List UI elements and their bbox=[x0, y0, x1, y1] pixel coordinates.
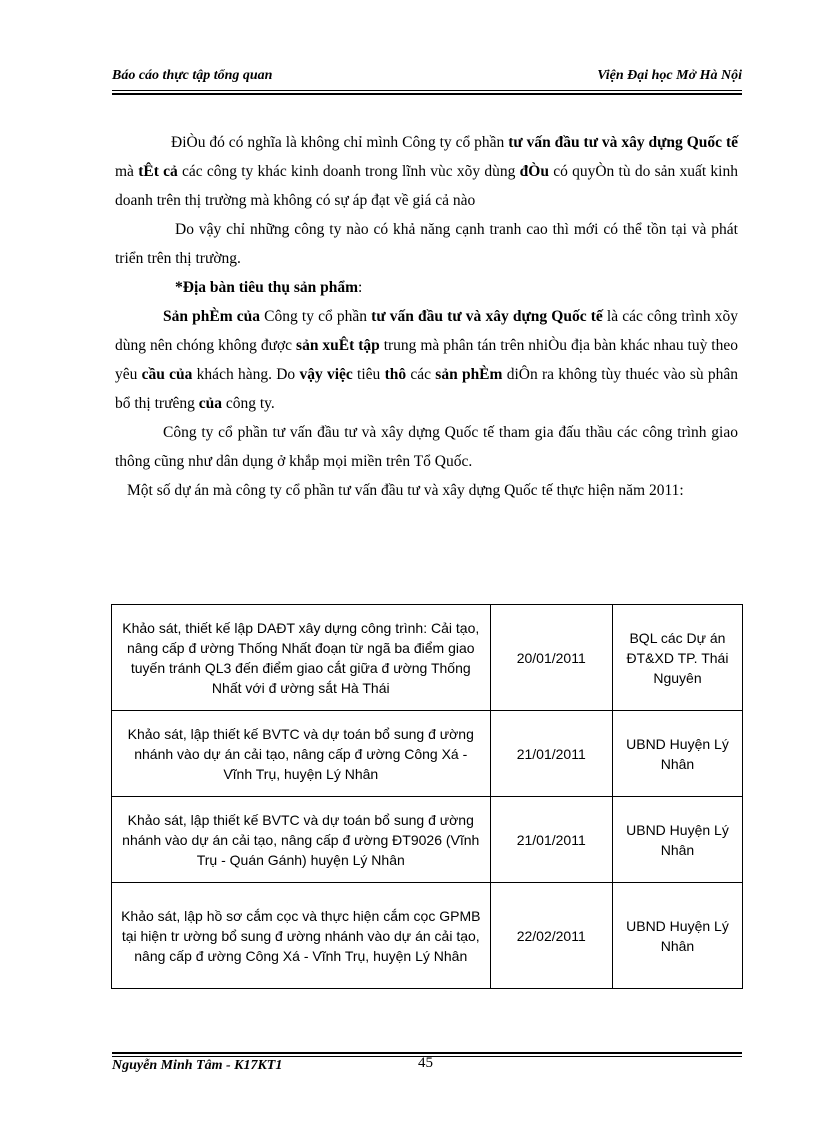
header-rule-thick bbox=[112, 93, 742, 95]
table-row bbox=[112, 711, 743, 797]
table-row bbox=[112, 605, 743, 711]
paragraph-bidding: Công ty cổ phần tư vấn đầu tư và xây dựng Quốc tế tham gia đấu thầu các công trình giao thông cũng như dân dụng ở khắp mọi miền trên Tổ Quốc. bbox=[115, 424, 738, 470]
project-date: 22/02/2011 bbox=[490, 883, 612, 989]
footer-rule-thick bbox=[112, 1052, 742, 1054]
project-owner: BQL các Dự án ĐT&XD TP. Thái Nguyên bbox=[612, 605, 742, 711]
page-header bbox=[112, 68, 742, 90]
paragraph-products: Sản phÈm của Công ty cổ phần tư vấn đầu tư và xây dựng Quốc tế là các công trình xõy dùng nên chóng không được sản xuÊt tập trung mà phân tán trên nhiÒu địa bàn khác nhau tuỳ theo yêu cầu của khách hàng. Do vậy việc tiêu thô các sản phÈm diÔn ra không tùy thuéc vào sù phân bổ thị trưêng của công ty. bbox=[115, 308, 738, 412]
project-date: 21/01/2011 bbox=[490, 797, 612, 883]
page-number: 45 bbox=[418, 1055, 433, 1071]
project-owner: UBND Huyện Lý Nhân bbox=[612, 883, 742, 989]
project-description: Khảo sát, lập hồ sơ cắm cọc và thực hiện cắm cọc GPMB tại hiện tr ường bổ sung đ ường nhánh vào dự án cải tạo, nâng cấp đ ường Công Xá - Vĩnh Trụ, huyện Lý Nhân bbox=[112, 883, 491, 989]
footer-author: Nguyễn Minh Tâm - K17KT1 bbox=[112, 1058, 283, 1073]
paragraph-market-freedom: ĐiÒu đó có nghĩa là không chỉ mình Công ty cổ phần tư vấn đầu tư và xây dựng Quốc tế mà tÊt cả các công ty khác kinh doanh trong lĩnh vùc xõy dùng đÒu có quyÒn tù do sản xuất kinh doanh trên thị trường mà không có sự áp đạt về giá cả nào bbox=[115, 134, 738, 209]
table-row bbox=[112, 797, 743, 883]
project-date: 20/01/2011 bbox=[490, 605, 612, 711]
paragraph-projects-intro: Một số dự án mà công ty cổ phần tư vấn đầu tư và xây dựng Quốc tế thực hiện năm 2011: bbox=[127, 482, 684, 499]
header-institution: Viện Đại học Mở Hà Nội bbox=[597, 68, 742, 83]
projects-table bbox=[111, 604, 743, 989]
table-row bbox=[112, 883, 743, 989]
document-body bbox=[115, 128, 738, 505]
section-heading-distribution: *Địa bàn tiêu thụ sản phẩm: bbox=[175, 279, 363, 296]
project-description: Khảo sát, lập thiết kế BVTC và dự toán bổ sung đ ường nhánh vào dự án cải tạo, nâng cấp đ ường Công Xá - Vĩnh Trụ, huyện Lý Nhân bbox=[112, 711, 491, 797]
project-owner: UBND Huyện Lý Nhân bbox=[612, 711, 742, 797]
header-report-title: Báo cáo thực tập tổng quan bbox=[112, 68, 273, 83]
project-date: 21/01/2011 bbox=[490, 711, 612, 797]
project-description: Khảo sát, lập thiết kế BVTC và dự toán bổ sung đ ường nhánh vào dự án cải tạo, nâng cấp đ ường ĐT9026 (Vĩnh Trụ - Quán Gánh) huyện Lý Nhân bbox=[112, 797, 491, 883]
project-description: Khảo sát, thiết kế lập DAĐT xây dựng công trình: Cải tạo, nâng cấp đ ường Thống Nhất đoạn từ ngã ba điểm giao tuyến tránh QL3 đến điểm giao cắt giữa đ ường Thống Nhất với đ ường sắt Hà Thái bbox=[112, 605, 491, 711]
paragraph-competition: Do vậy chỉ những công ty nào có khả năng cạnh tranh cao thì mới có thể tồn tại và phát triển trên thị trường. bbox=[115, 221, 738, 267]
header-rule-thin bbox=[112, 90, 742, 91]
project-owner: UBND Huyện Lý Nhân bbox=[612, 797, 742, 883]
